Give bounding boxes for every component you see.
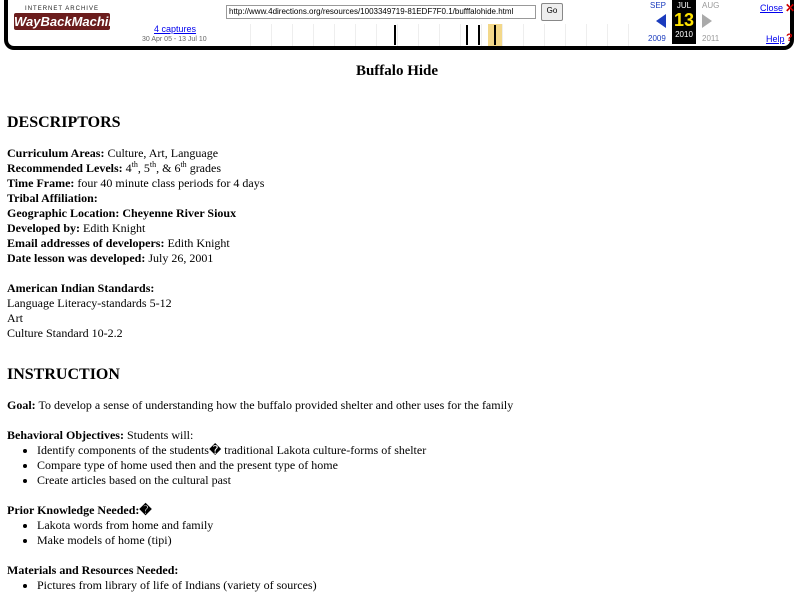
captures-link[interactable]: 4 captures <box>154 24 197 34</box>
standards-heading <box>7 281 787 296</box>
current-month: JUL <box>676 1 692 10</box>
list-item: • Create articles based on the cultural past <box>37 473 787 488</box>
instruction-heading: INSTRUCTION <box>7 366 120 383</box>
list-item: • Identify components of the students� traditional Lakota culture-forms of shelter <box>37 443 787 458</box>
developed-value: Edith Knight <box>80 221 146 235</box>
current-year: 2010 <box>675 30 693 39</box>
prior-knowledge-label: Prior Knowledge Needed:� <box>7 503 152 517</box>
date-row <box>7 251 787 266</box>
lesson-document <box>7 62 787 593</box>
levels-separator-and: , & <box>156 161 175 175</box>
geo-label: Geographic Location: Cheyenne River Sioux <box>7 206 237 220</box>
help-icon[interactable]: ? <box>786 32 793 44</box>
prev-arrow-icon[interactable] <box>656 14 666 28</box>
level-6-suffix: th <box>180 160 187 169</box>
level-4-suffix: th <box>131 160 138 169</box>
prev-month-label[interactable]: SEP <box>650 1 667 10</box>
standard-item: Language Literacy-standards 5-12 <box>7 296 172 310</box>
close-link[interactable]: Close <box>760 3 784 13</box>
standard-item: Art <box>7 311 23 325</box>
materials-row <box>7 563 787 578</box>
level-5-suffix: th <box>149 160 157 169</box>
goal-row <box>7 398 787 413</box>
objectives-list <box>7 443 787 488</box>
list-item: • Pictures from library of life of Indians (variety of sources) <box>37 578 787 593</box>
levels-row <box>7 161 787 176</box>
email-row <box>7 236 787 251</box>
help-link[interactable]: Help <box>766 34 785 44</box>
levels-label: Recommended Levels: <box>7 161 123 175</box>
levels-tail: grades <box>186 161 222 175</box>
prior-knowledge-row <box>7 503 787 518</box>
level-6: 6 <box>174 161 181 175</box>
curriculum-value: Culture, Art, Language <box>104 146 219 160</box>
goal-value: To develop a sense of understanding how the buffalo provided shelter and other uses for the family <box>35 398 514 412</box>
wayback-toolbar <box>4 0 794 50</box>
list-item: • Lakota words from home and family <box>37 518 787 533</box>
prior-knowledge-list <box>7 518 787 548</box>
standards-label: American Indian Standards: <box>7 281 155 295</box>
next-month-label: AUG <box>702 1 720 10</box>
geo-row <box>7 206 787 221</box>
curriculum-label: Curriculum Areas: <box>7 146 105 160</box>
curriculum-row <box>7 146 787 161</box>
level-5: 5 <box>143 161 150 175</box>
behavioral-value: Students will: <box>123 428 194 442</box>
goal-label: Goal: <box>7 398 36 412</box>
levels-separator: , <box>137 161 144 175</box>
current-capture-date <box>672 0 696 44</box>
timeframe-row <box>7 176 787 191</box>
capture-tick[interactable] <box>394 25 396 45</box>
materials-label: Materials and Resources Needed: <box>7 563 179 577</box>
prev-year-label[interactable]: 2009 <box>648 34 666 43</box>
url-input[interactable]: http://www.4directions.org/resources/1003349719-81EDF7F0.1/bufffalohide.html <box>226 5 536 19</box>
behavioral-label: Behavioral Objectives: <box>7 428 124 442</box>
date-value: July 26, 2001 <box>145 251 214 265</box>
descriptors-heading: DESCRIPTORS <box>7 114 121 131</box>
capture-date-range: 30 Apr 05 - 13 Jul 10 <box>142 36 207 43</box>
internet-archive-label: INTERNET ARCHIVE <box>25 6 99 12</box>
behavioral-row <box>7 428 787 443</box>
capture-tick[interactable] <box>478 25 480 45</box>
go-button[interactable]: Go <box>541 3 563 21</box>
email-value: Edith Knight <box>164 236 230 250</box>
wayback-logo[interactable] <box>14 6 124 38</box>
list-item: • Compare type of home used then and the present type of home <box>37 458 787 473</box>
date-label: Date lesson was developed: <box>7 251 146 265</box>
capture-tick[interactable] <box>494 25 496 45</box>
capture-sparkline[interactable] <box>230 24 630 46</box>
next-arrow-icon <box>702 14 712 28</box>
wayback-machine-logo-text: WayBackMachine <box>14 14 124 29</box>
developed-row <box>7 221 787 236</box>
next-year-label: 2011 <box>702 34 720 43</box>
tribal-row <box>7 191 787 206</box>
tribal-label: Tribal Affiliation: <box>7 191 98 205</box>
email-label: Email addresses of developers: <box>7 236 165 250</box>
close-icon[interactable]: ✕ <box>785 1 796 15</box>
list-item: • Make models of home (tipi) <box>37 533 787 548</box>
standard-item: Culture Standard 10-2.2 <box>7 326 123 340</box>
level-4: 4 <box>125 161 132 175</box>
developed-label: Developed by: <box>7 221 80 235</box>
current-day: 13 <box>673 10 695 30</box>
timeframe-label: Time Frame: <box>7 176 75 190</box>
page-title: Buffalo Hide <box>355 63 439 79</box>
materials-list <box>7 578 787 593</box>
capture-tick[interactable] <box>466 25 468 45</box>
timeframe-value: four 40 minute class periods for 4 days <box>74 176 265 190</box>
